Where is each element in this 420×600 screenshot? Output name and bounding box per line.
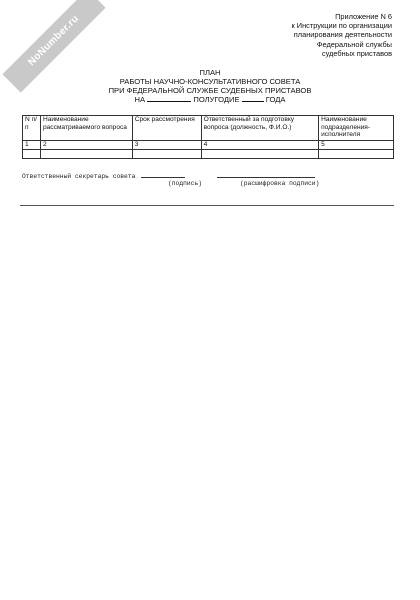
appendix-line: планирования деятельности	[293, 30, 392, 40]
appendix-note	[292, 12, 393, 58]
appendix-line: Приложение N 6	[335, 12, 392, 21]
year-blank	[242, 95, 264, 102]
appendix-line: к Инструкции по организации	[291, 21, 392, 31]
title-period-suffix: ГОДА	[265, 95, 286, 104]
number-cell: 3	[132, 141, 201, 150]
signature-caption: (подпись)	[168, 180, 203, 187]
title-period-prefix: НА	[134, 95, 146, 104]
watermark: NoNumber.ru	[2, 0, 105, 93]
number-cell: 4	[201, 141, 319, 150]
empty-cell	[23, 150, 41, 159]
number-cell: 1	[23, 141, 41, 150]
appendix-line: Федеральной службы	[316, 39, 392, 49]
divider	[20, 205, 394, 206]
header-cell-question: Наименование рассматриваемого вопроса	[40, 116, 132, 141]
name-caption: (расшифровка подписи)	[240, 180, 320, 187]
table-number-row	[23, 141, 394, 150]
empty-cell	[201, 150, 319, 159]
half-year-blank	[147, 95, 191, 102]
number-cell: 2	[40, 141, 132, 150]
title-period-middle: ПОЛУГОДИЕ	[193, 95, 240, 104]
title-line-2: РАБОТЫ НАУЧНО-КОНСУЛЬТАТИВНОГО СОВЕТА	[119, 77, 301, 86]
signature-blank	[141, 171, 185, 178]
header-cell-responsible: Ответственный за подготовку вопроса (должность, Ф.И.О.)	[201, 116, 319, 141]
signature-label: Ответственный секретарь совета	[22, 173, 136, 180]
header-cell-term: Срок рассмотрения	[132, 116, 201, 141]
signature-line	[22, 171, 315, 180]
table-header-row	[23, 116, 394, 141]
empty-cell	[132, 150, 201, 159]
title-line-4	[0, 95, 420, 104]
header-cell-number: N п/п	[23, 116, 41, 141]
document-title	[0, 68, 420, 104]
header-cell-department: Наименование подразделения-исполнителя	[319, 116, 394, 141]
appendix-line: судебных приставов	[321, 48, 392, 58]
empty-cell	[40, 150, 132, 159]
name-blank	[217, 171, 315, 178]
table-row	[23, 150, 394, 159]
title-line-3: ПРИ ФЕДЕРАЛЬНОЙ СЛУЖБЕ СУДЕБНЫХ ПРИСТАВОВ	[108, 86, 312, 95]
number-cell: 5	[319, 141, 394, 150]
title-line-1: ПЛАН	[199, 68, 221, 77]
plan-table	[22, 115, 394, 159]
empty-cell	[319, 150, 394, 159]
